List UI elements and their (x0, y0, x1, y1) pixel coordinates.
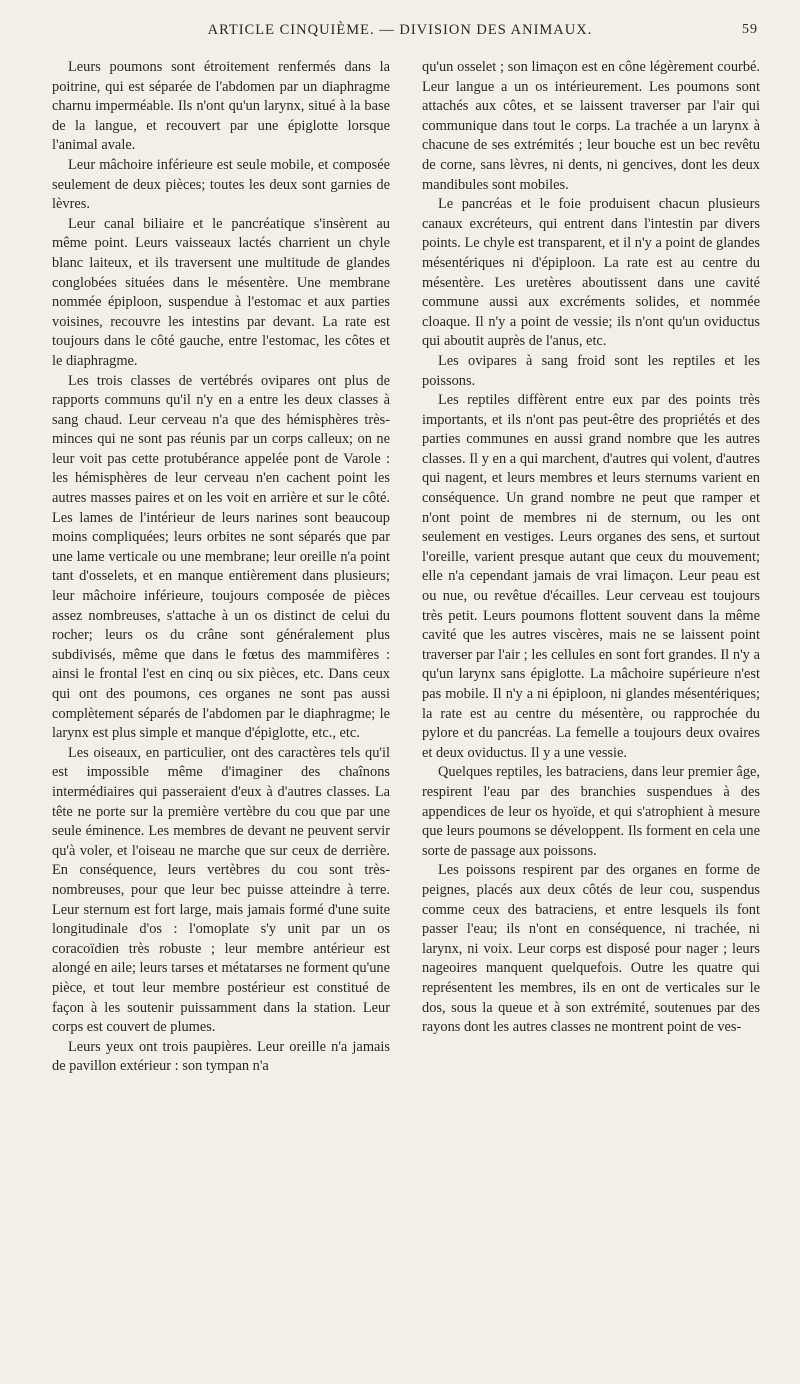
paragraph: Les poissons respirent par des organes en forme de peignes, placés aux deux côtés de leur cou, suspendus comme ceux des batraciens, et entre lesquels ils font passer l'eau; ils n'ont en conséquence, ni trachée, ni larynx, ni voix. Leur corps est disposé pour nager ; leurs nageoires manquent quelquefois. Outre les quatre qui représentent les membres, ils en ont de verticales sur le dos, sous la queue et à son extrémité, soutenues par des rayons dont les autres classes ne montrent point de ves- (422, 862, 760, 1036)
left-column (52, 58, 390, 1077)
paragraph: Quelques reptiles, les batraciens, dans leur premier âge, respirent l'eau par des branchies suspendues à des appendices de leur os hyoïde, et qui s'atrophient à mesure que leurs poumons se développent. Ils forment en cela une sorte de passage aux poissons. (422, 764, 760, 859)
paragraph: Les reptiles diffèrent entre eux par des points très importants, et ils n'ont pas peut-être des propriétés et des parties communes en aussi grand nombre que les autres classes. Il y en a qui marchent, d'autres qui volent, d'autres qui nagent, et leurs membres et leurs sternums varient en conséquence. Un grand nombre ne peut que ramper et n'ont point de membres ni de sternum, ou les ont seulement en vestiges. Leurs organes des sens, et surtout l'oreille, varient presque autant que ceux du mouvement; elle n'a cependant jamais de vrai limaçon. Leur peau est ou nue, ou revêtue d'écailles. Leur cerveau est toujours très petit. Leurs poumons flottent souvent dans la même cavité que les autres viscères, mais ne se laissent point traverser par l'air ; les cellules en sont fort grandes. Il n'y a qu'un larynx sans épiglotte. La mâchoire supérieure n'est pas mobile. Il n'y a ni épiploon, ni glandes mésentériques; la rate est au centre du mésentère, ou rapprochée du pylore et du pancréas. La femelle a toujours deux ovaires et deux oviductus. Il y a une vessie. (422, 392, 760, 761)
paragraph: Leur canal biliaire et le pancréatique s'insèrent au même point. Leurs vaisseaux lactés charrient un chyle blanc laiteux, et ils traversent une multitude de glandes conglobées situées dans le mésentère. Une membrane nommée épiploon, suspendue à l'estomac et aux parties voisines, recouvre les intestins par devant. La rate est toujours dans le côté gauche, entre l'estomac, les côtes et le diaphragme. (52, 215, 390, 369)
paragraph: Les ovipares à sang froid sont les reptiles et les poissons. (422, 352, 760, 389)
paragraph: Leur mâchoire inférieure est seule mobile, et composée seulement de deux pièces; toutes les deux sont garnies de lèvres. (52, 156, 390, 213)
right-column (422, 58, 760, 1077)
paragraph: qu'un osselet ; son limaçon est en cône légèrement courbé. Leur langue a un os intérieurement. Les poumons sont attachés aux côtes, et se laissent traverser par l'air qui communique dans tout le corps. La trachée a un larynx à chacune de ses extrémités ; leur bouche est un bec revêtu de corne, sans lèvres, ni dents, ni gencives, dont les deux mandibules sont mobiles. (422, 59, 760, 193)
paragraph: Leurs yeux ont trois paupières. Leur oreille n'a jamais de pavillon extérieur : son tympan n'a (52, 1038, 390, 1075)
paragraph: Les oiseaux, en particulier, ont des caractères tels qu'il est impossible même d'imaginer des chaînons intermédiaires qui passeraient d'eux à d'autres classes. La tête ne porte sur la première vertèbre du cou que par une seule éminence. Les membres de devant ne peuvent servir qu'à voler, et l'oiseau ne marche que sur ceux de derrière. En conséquence, leurs vertèbres du cou sont très-nombreuses, pour que leur bec puisse atteindre à terre. Leur sternum est fort large, mais jamais formé d'une suite longitudinale d'os : l'omoplate s'y unit par un os coracoïdien très robuste ; leur membre antérieur est alongé en aile; leurs tarses et métatarses ne forment qu'une pièce, et tout leur membre postérieur est constitué de façon à les soutenir puissamment dans la station. Leur corps est couvert de plumes. (52, 744, 390, 1036)
text-columns (52, 58, 760, 1077)
paragraph: Le pancréas et le foie produisent chacun plusieurs canaux excréteurs, qui entrent dans l'intestin par divers points. Le chyle est transparent, et il n'y a point de glandes mésentériques ni d'épiploon. La rate est au centre du mésentère. Les uretères aboutissent dans une cavité commune aussi aux excréments solides, et nommée cloaque. Il n'y a point de vessie; ils n'ont qu'un oviductus qui aboutit auprès de l'anus, etc. (422, 196, 760, 350)
running-head: ARTICLE CINQUIÈME. — DIVISION DES ANIMAUX. (207, 22, 593, 38)
paragraph: Les trois classes de vertébrés ovipares ont plus de rapports communs qu'il n'y en a entre les deux classes à sang chaud. Leur cerveau n'a que des hémisphères très-minces qui ne sont pas réunis par un corps calleux; on ne leur voit pas cette protubérance appelée pont de Varole : les hémisphères de leur cerveau n'en cachent point les autres masses paires et on les voit en arrière et sur le côté. Les lames de l'intérieur de leurs narines sont beaucoup moins compliquées; leurs orbites ne sont séparés que par une lame verticale ou une membrane; leur oreille n'a point tant d'osselets, et en manque entièrement dans plusieurs; leur mâchoire inférieure, toujours composée de pièces assez nombreuses, s'attache à un os distinct de celui du rocher; leurs os du crâne sont généralement plus subdivisés, même que dans le fœtus des mammifères : ainsi le frontal l'est en cinq ou six pièces, etc. Dans ceux qui ont des poumons, ces organes ne sont pas aussi complètement séparés de l'abdomen par le diaphragme; le larynx est plus simple et manque d'épiglotte, etc., etc. (52, 372, 390, 742)
paragraph: Leurs poumons sont étroitement renfermés dans la poitrine, qui est séparée de l'abdomen par un diaphragme charnu imperméable. Ils n'ont qu'un larynx, situé à la base de la langue, et recouvert par une épiglotte lorsque l'animal avale. (52, 59, 390, 154)
page-number: 59 (742, 22, 758, 37)
page-header (42, 22, 758, 46)
